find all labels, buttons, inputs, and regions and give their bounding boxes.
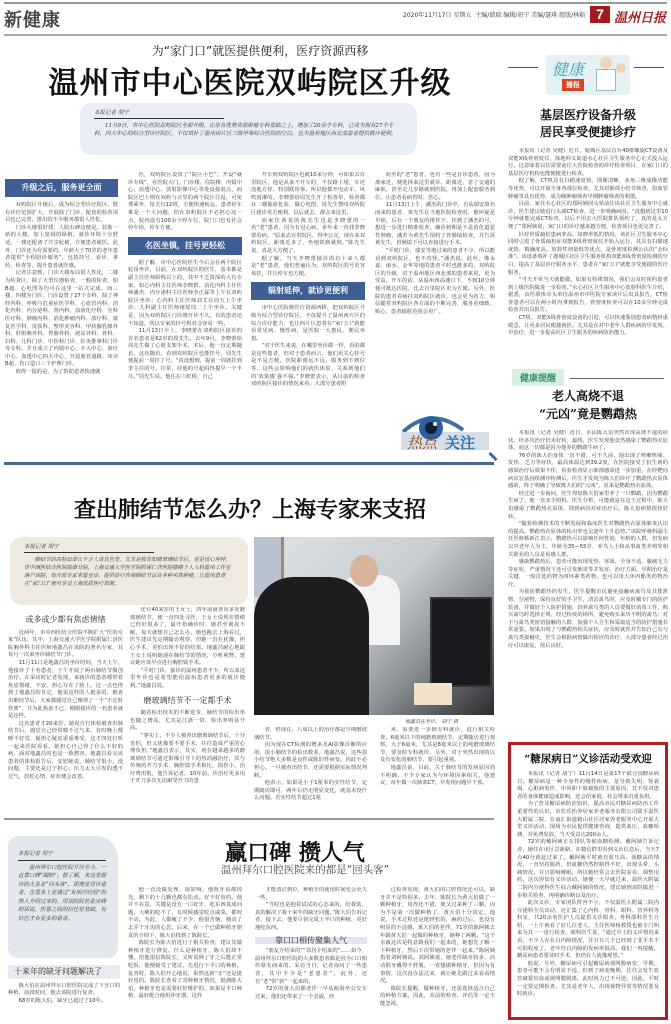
paragraph: 目前，家住水心社区的郑阿姨因头晕前往该社区卫生服务中心就诊，医生建议她进行头颈CT检查，进一步明确病因。“没想到这里10分钟就能完成CT检查，以后不用去大医院排队预约了，真的是太方便了”郑阿姨说，家门口的诊疗越来越方便，检查项目也更完善了。: [508, 201, 668, 230]
paragraph: 才能清洁到位，种植牙的使用时间也会更久一些。: [255, 887, 367, 901]
news3-headline: “糖尿病日”义诊活动受欢迎: [524, 753, 652, 765]
paragraph: CT机、双能X线骨密度设备的引进，可以快速鉴别患者病情轻重缓急，让更多居民便捷就医。尤其是在对中老年人群疾病的早发现、早治疗，进一步提高社区卫生服务的疾病防治能力。: [508, 315, 668, 337]
paragraph: 11月11日是地鑫昌的坐诊时间，当天上午，他接诊了十名患者，下午开展了两台肺结节微创治疗。在采访时记者发现，来就诊的患者都带着焦虑情绪，不安、担心写在了脸上。这一点也得到了地鑫昌的肯定，他说这样的人挺多的，被查出肺结节后，大家都感觉自己像得了一个“不定时炸弹”，并为此焦虑不已，刚刚接诊的一名患者就是这样。: [8, 659, 123, 720]
issue-editors: 主编/储瑞 编辑/胡宁 美编/瑟琪 组版/林豁: [475, 12, 586, 19]
lead-col-1: [5, 175, 118, 495]
paragraph: 开车到双屿院区也就10来分钟，可如果去百里院区，他是从来不开车的，不仅路上堵，车还没地方停，特别耽误事。所以他都开电动车，风吹雨淋的。李晓蕾给周先生开了检查单，检查都在二楼抽血化验、做心电图，周先生赞叹双屿院区就诊更方便利，以后就去、都会来这里。: [251, 172, 365, 216]
paragraph: 医，双屿院区设置了“院区小巴”，开设“就诊专线”，在医院大门、门诊楼、住院楼、内镜中心、血透中心、放射影像中心等处设接驳点，而院区巴士则在双屿与百里的两个院区往返，可免费乘坐，每天有12班，方便快速转运。患者停车难是一个大问题，但在双屿院区不必担心这一点，院内设有100余个停车位，院门口也有社会停车场，停车方便。: [128, 172, 242, 232]
paragraph: 为了普及糖尿病防治知识，提高市民对糖尿病防治工作重要性的认识，市松乐怡养居家养老服务有限公司联手温医大附属二院，在南汇街道鹤山社区居家养老服务中心开展大型义诊活动，现场为市民提供健康咨询，提供血压、血糖检测，并免费发放，当天受益达200余人。: [517, 801, 659, 838]
photo-doctor-head: [350, 555, 378, 587]
paragraph: 还有40来岁的王女士，四年前就查出多发磨玻璃结节，便一直四处寻医，王女士说现在情绪已经好很多了，最开始确诊时，她甚至彻夜不眠，每天就想自己怎么办。她也跑去上海看过，医生建议先定期随访观察，但她一直在犹豫，担心手术，更怕出现不好的结果。地鑫昌耐心地跟王女士说明她现在肺结节的情况，分析利弊，建议她应该早点进行胸腔镜手术。: [130, 607, 245, 667]
diabetes-day-box: [508, 742, 668, 1020]
subhead-famous-doctors: 名医坐镇，挂号更轻松: [128, 237, 242, 255]
paragraph: 陈院长为陈大伯进行了相关检查，建议其做种植牙进行修复。什么是种植牙，陈大伯却不懂，但他很信陈院长，又听说种了牙之后能正常吃饭，他便接受了建议，先进行下半口的种植。复查时，陈大伯开心地说，果然这新“牙”还是挺好用的。陈院长查看了其种植牙情况，挺满陈大伯，种植牙也是需要好好维护的，如果是半口种植，最好配合使用冲牙器，这样: [128, 940, 242, 1000]
dental-subhead-missing-teeth: 十来年的缺牙问题解决了: [8, 965, 120, 979]
dental-col-1: [8, 965, 120, 1024]
photo-caption: 地鑫昌在坐诊。 胡宁 摄: [405, 719, 459, 725]
banner-title: 健康: [552, 60, 585, 79]
news1-headline-line1: 基层医疗设备升级: [539, 108, 636, 122]
clinic-photo: [254, 537, 494, 715]
paragraph: 他表示，如果是小于1厘米的实性结节，定期随访即可，两年后仍无明显变化，就基本没什么问题。若实性结节超过1厘: [254, 780, 367, 802]
paragraph: 76岁的陈大伯身体一直不错，可不久前，他出现了咳嗽咳痰、发热、乏力等症状，最高体温达到39.2度，在医院接受了抗生素的感染治疗后效果不佳，检验检查显示肺部感染进一步加重，在经靶向病原宏基因组测序检测后，医生才发现为陈大伯诊疗了鹦鹉热衣原体感染，终于明确了导致陈大伯的“元凶”，原来是鹦鹉热衣原体。: [508, 452, 668, 490]
paragraph: “事实上，不少人被查出磨玻璃结节后，十分害怕，但又犹豫要不要手术，往往造成严重的心理负担。”地鑫昌表示，其实，现在越来越多的磨玻璃结节可通过影像引导下的热消融治疗，其与传统的开刀手术、胸腔镜手术相比，损伤小、治疗费用低，他告诉记者，10年前，诊治疗更多用于开刀多次无法耐受开刀的患: [130, 732, 245, 785]
paragraph: 双屿院区升级后，成为综合型诊疗院区，既有诊疗范围扩大，开展除了门诊，配套的检查项目也已完善，推出的不少服务都很人性化。: [5, 202, 118, 224]
news2-headline: [508, 387, 668, 423]
masthead-bottom-rule: [4, 34, 667, 36]
lead-col-4: [375, 172, 495, 400]
section-divider: [4, 462, 494, 465]
paragraph: 陈院长提醒，做种植牙，还需选择适合自己的种植方案。因此，术前的检查、评估等一定不能忽视。: [380, 985, 495, 1007]
lead-col-3: [251, 172, 365, 472]
page-number: 7: [590, 6, 610, 23]
news1-headline-line2: 居民享受便捷诊疗: [539, 125, 636, 139]
dental-subheadline: 温州拜尔口腔医院来的都是“回头客”: [220, 864, 390, 876]
paragraph: 经过进一步询问，医生得知陈大伯家里养了一只鹦鹉，因为鹦鹉生病了，他一直亲手照料。医生分析，可能就是在这个过程中，陈大伯感染了鹦鹉热衣原体，找到病因对症治疗后，陈大伯病情很快好转。: [508, 490, 668, 520]
lung-summary: 肺结节的高检出率让不少人谈其色变，尤其是被告知磨玻璃结节后，更是忧心忡忡。市中西医结合医院瑞康分院，上海交通大学医学院附属仁济医院肺癌个人入科温州工作室落户该院，每月派专家来温坐诊，提供诊疗咨询肺结节以及多种实体肿瘤，让温州患者在“家门口”就可享受上海优质医疗资源。: [24, 557, 231, 587]
health-tips-tag: 健康提醒: [512, 369, 564, 386]
lung-byline: 本报记者 胡宁: [24, 543, 154, 553]
lung-subhead-ggo: 磨玻璃结节不一定都手术: [143, 695, 232, 705]
subhead-upgrade: 升级之后，服务更全面: [5, 179, 118, 197]
paragraph: “平时门诊，接诊的温州患者不少，所以来这里坐诊也是希望能给温州患者更多的就诊便利。”地鑫昌说。: [130, 667, 245, 689]
news2-headline-line1: 老人高烧不退: [551, 389, 624, 403]
tips-rule: [570, 378, 664, 379]
dental-subhead-word-of-mouth: 靠口口相传聚集人气: [255, 937, 367, 945]
banner-rule-left: [508, 67, 538, 68]
paragraph: “当时也是抱着试试的心态来的，给我装，真的解决了我十来年的缺牙问题。”陈大伯告诉记者，接下去，他要尽快完成上半口的种植，更好地吃东西。: [255, 902, 367, 931]
paragraph: 而至的“老”患者，也有一些是首诊患者，因为离家近，便选择来这里就诊。距离近，省了交通的麻烦，甚至走几步路就到医院，再加上配套服务到位，让患者看病省时、省心。: [375, 172, 495, 201]
issue-date: 2020年11月17日 星期五: [403, 12, 472, 19]
dental-col-2: [128, 887, 242, 1024]
dental-col-3: [255, 887, 367, 1024]
dental-headline: 赢口碑 攒人气: [225, 840, 365, 866]
paragraph: 72岁的戴阿姨正在排队等候血糖检测。戴阿姨告诉记者，她住在市区景新路，在微信群里看到义诊信息后，当天7点40分就赶过来了。戴阿姨平时就有血压高、血糖高的情况，一直坚持服药，但血糖仍然控制得不好，出现头晕、头痛情况，并且影响睡眠，所以她经常会去医院看看，调整用药。这次得知有义诊活动，她便一大早就过来，温医大附属二院内分泌科医生综合戴阿姨的情况，建议她到该院做进一步相关检查，再明确诊断以及治疗。: [517, 839, 659, 899]
photo-monitor: [430, 597, 492, 687]
paragraph: 记者注意到，门诊大楼布局很人性化，二楼为检查区，除了大型仪器检查，一般的检查，如B超、心电图等均可在这里一站式完成。而三楼、四楼为门诊，门诊设置了27个专科，除了神经内科、呼吸与危重症医学科、心血管内科、消化内科、内分泌科、肾内科、血液化疗科、全科医疗科、肿瘤内科、消化肿瘤内科、放疗科、康复医学科、皮肤科、整形美容科、甲状腺乳腺外科、肝胆胰外科、胃肠外科、泌尿外科、骨科、妇科、儿科门诊、中医科门诊、针灸推拿科门诊等专科。并且成立了内镜中心、介入中心、放疗中心、血透中心四大中心，开设血管通路、床旁B超、伤口造口三个护理门诊。: [5, 270, 118, 368]
paragraph: 本报讯（记者 吴健）近日，鹿城区基层首台40排螺旋CT设备及双能X线骨密度仪，落地仰义街道水心社区卫生服务中心正式投入运行。这意味着以往需要前往大医院检查的诊疗检查项目，在家门口的基层医疗机构也能便捷进行检查。: [508, 148, 668, 177]
paragraph: 72岁的黄大伯都老伴一早从瓯海坐公交车过来，他们还带来了一个亲戚，经: [255, 986, 367, 1000]
dental-col-4: [380, 887, 495, 1024]
hot-logo-text-1: 热点: [407, 434, 438, 452]
paragraph: “对于医生来说，在哪里坐诊都一样，看的都是这些患者，但对于患者而言，他们更关心挂号是不是方便，医院距离远不远，服务到不到位等，这些会影响他们的就医体验，关系到他们的‘效果感’强不强。”李晓蕾表示，从目前的检查双屿院区接诊的情况来看，大部分患者附: [251, 343, 365, 388]
paragraph: 68岁的陈大伯，缺牙已超过了10年。: [18, 997, 107, 1004]
issue-meta: [403, 10, 585, 19]
masthead-top-rule: [4, 2, 667, 4]
paragraph: 而家住黄龙的陈先生也是李晓蕾的一名“老”患者，因为有冠心病，多年来一直找李晓蕾看病。“原来去百里院区，得坐公交，现在来双屿院区，距离近多了，坐地铁到就到。”陈先生说，真是大方便了。: [251, 217, 365, 254]
section-name: 新健康: [4, 10, 61, 31]
paragraph: 这名患者才20来岁，她说自打体检被查出肺结节后，感觉自己经常喘不过气来，有时晚上都睡不好觉，疑担心疑虑重重难受，这才四处打听一起来医院看看。她担心自己得了什么不好的病，面对地鑫昌时也是一脸愁容。地鑫昌看完该患者的体检报告后，安慰她说，肺结节很小，没问题，主要还是过于担心、压力太大引发的透不过气，放松心情，症状便会改善。: [8, 720, 123, 780]
paragraph: 值得一提的是，为了帮助患者快速就: [15, 369, 101, 376]
photo-box: [414, 683, 452, 705]
paragraph: 门诊大楼很好找，人院石碑边便是。装饰一新的大楼，加上宽阔的绿植，就诊环境十分舒适，一楼还配备了共享轮椅，方便患者就医。此外，门诊还为有需要的、年龄大于70岁的老年患者提供“全程陪诊服务”，包括挂号、看诊、拿药、检查等，提升患者就医感。: [5, 224, 118, 269]
paragraph: “平时门诊，瑞安等地过来的患者不少，所以能看到双屿院区，也不奇怪。”潘杰说，此外，像永嘉、丽水、金华等地的患者平时也挺多的，双屿院区的升级，对于温州地区西北部的患者来说，更为受益，开车的话，从温州西高速口下，不到10分钟便可抵达医院，比去百里院区更为方便。另外，医院的患者看病挂双屿院区就诊，也会更为省力，相信随着双屿院区各方面的不断完善，服务更细致、贴心，患者辐射范围会更广。: [375, 247, 495, 315]
paragraph: 地鑫昌说，目前，关于肺结节的发病原因尚不明确，不少专家认为与环境因素相关。他建议，每年做一次肺部CT，早发现问题早干预。: [380, 764, 495, 787]
paragraph: 他一直没做处理，很影响，他既牙齿都掉光，剩下的十几颗也都有松动。好不好看的，他并不在意，关键是没有一口好牙，吃东西真成问题，大硬的吃不了，有时候感觉吃点咸菜，都咬不动。为此，人都瘦了不少，他很苦恼，便动了去弄个牙齿的心思。后来，在一个已做种植牙朋友的介绍下，陈大伯找到了陈院长。: [128, 887, 242, 939]
news3-body: [517, 771, 659, 1015]
lung-col-2: [130, 607, 245, 815]
lung-col-3: [254, 727, 367, 815]
paragraph: 感染鹦鹉热后，患者可能出现发热、寒战、全身不适、腹痛无力等症状，严重情况下还可引发肺炎等并发症。治疗方面，早期治疗是关键，一般首选药物为四环素类药物，也可以用大环内酯类药物治疗。: [508, 559, 668, 588]
news2-headline-line2: “元凶”竟是鹦鹉热: [539, 407, 637, 421]
dental-byline: 本报记者 胡宁: [18, 850, 106, 861]
news1-headline: [508, 107, 668, 141]
lead-headline: 温州市中心医院双屿院区升级: [48, 66, 452, 101]
paragraph: 本报讯（记者 胡宁）11月14日是第17个联合国糖尿病日。糖尿病是一种全身性的慢性疾病，是导致失明、肾衰竭、心脏病发作、中风和下肢截肢的主要原因，其不仅对患者的身体健康造成影响，还会给家庭、社会带来沉重负担。: [517, 771, 659, 800]
paragraph: “当天开单当天就能做，如果有特殊情况，我们会及时预约患者到上级医院做进一步检查。”水心社区卫生服务中心放射科医生介绍，据悉，由医联体牵头单位温州市中医院专家读片后出具报告，CT检查患者可以在两小时内拿到报告，骨密度检查可以在10余分钟完成检查并出具报告。: [508, 277, 668, 314]
paragraph: 11月13日早上，李晓蕾在双屿院区接诊的首名患者是62岁的周先生。去年9月，李晓蕾给周先生做了心脏支架手术，术后，他一直定期随访。这次随访，看到双屿院区也能挂号，周先生便提前一周挂了号。“真没想到，提前一周就挂到李主任的号。往常，挂他的号起码得提早一个半月。”周先生说。他住在六虹桥，自己: [128, 328, 242, 380]
paragraph: 他说，另外，糖尿病可引起糖尿病视网膜病变，早期，患者可能不会有明显不适，但到了病变晚期，往往会发生血管破裂出血或视网膜脱离，此时视力已不可逆。因此，平时一定要定期检查，尤其是老年人，出现视物异常等情况要及时就诊。: [517, 960, 659, 998]
paragraph: 因为现在CT检测的增多及AI影像诊断的应用，很小肺结节的检出数多。地鑫昌说，这些很小结节绝大多数是良性或陈旧性病变，因此不必担心。一旦被查出结节，还需要根据实际情况判断。: [254, 742, 367, 779]
paragraph: 11月13日上午，潘杰的门诊中，有从瑞安慕名而来的患者，黄先生在当地医院检查时，被怀疑是早癌，后在一个朋友的推荐下，挂到了潘杰的号，想进一步进行精准检查。确诊初期是不是消化道恶性肿瘤，潘杰为黄先生预约了胃肠镜检查，并告诉黄先生，胃肠镜下可以直接进行手术。: [375, 202, 495, 247]
banner-rule-right: [634, 67, 664, 68]
paragraph: 近两年，市中西医结合医院不断扩大“医的专家”队伍，其中，上海交通大学医学院附属仁济医院胸外科主任医师地鑫昌在该院的著名专家，其每月一次来坐诊肺结节门诊。: [8, 629, 123, 659]
news2-body: [508, 430, 668, 735]
lead-byline: 本报记者 胡宁: [94, 109, 224, 119]
paragraph: 随着检出技术的不断进步，肺结节的检出率也随之增高，尤其是江浙一带，检出率明显升高。: [130, 710, 245, 732]
paragraph: 米，需要进一步到专科就诊，进行相关检查。6毫米以下的纯磨玻璃结节，定期随访进行观察。大于6毫米，尤其是8毫米以上的纯磨玻璃结节，要及时专科就诊。另外，对于突然出现的以及有变化的肺结节，要引起重视。: [380, 727, 495, 764]
paragraph: 针对骨质疏松患病率高、知晓率低的情况，该社区卫生服务中心同时引进了骨质疏松症双能X线骨密度仪开始入运行，其具有扫描速度快、精确度高、放射性剂量低等优点，是骨密度检测公认的“金标准”。该设备填补了鹿城区社区卫生服务机构双能X线骨密度检测的空白，提高了基层诊疗服务水平，患者在“家门口”就能享受便捷的医疗服务。: [508, 231, 668, 276]
paragraph: 者，但现在，八成以上的治疗都是早期磨玻璃结节。: [254, 727, 367, 741]
hot-logo-text-2: 关注: [445, 434, 476, 452]
lung-col-4: [380, 727, 495, 815]
doctor-avatar-icon: [600, 57, 612, 69]
lead-col-2: [128, 172, 242, 495]
paragraph: 据了解，市中心医院医生今后会在两个院区轮岗坐诊，目前，在双屿院区的医生，基本都是副主任医师职称以上的，其中不乏资深的大有专家。如心内科主任医师李晓群、消化内科主任医师潘杰、内分泌科主任医师李正霖等上午在双屿院区坐诊；心内科主任医师刘艾在周五上午坐诊；儿科副主任医师褚瑶周二上午坐诊。关键是，因为双屿院区门诊刚开诊不久，有的患者还不知道，所以专家的挂号相对会容易一些。: [128, 259, 242, 327]
section-divider: [4, 818, 494, 820]
banner-subtitle: 播报: [562, 79, 584, 91]
paragraph: 据了解，当天李晓蕾接诊的有十来人都是“老”患者，他们普遍认为，双屿院区的号更容易挂，并且停车也方便。: [251, 255, 365, 277]
lung-col-1: [8, 610, 123, 815]
paragraph: 此次义诊，专家团队阵容不小，不仅温医大附属二院内分泌科全员出动，还汇集了心内科、骨科、眼科、营养科等科室，共20余名医护人员提供义诊服务。骨科邵科医生介绍，一上午就看了好几位老人，主任医师杨教授也被专门叫来为其一一进行检查。眼科医生说，“通过早上的义诊情况来看，不少人存在白内障情况，并且有几个已经到了非手术不可的程度了。老年性白内障的发病率很高，我们一再提醒，糖尿病患者要及时手术，但仍有人犹豫观望。”: [517, 900, 659, 960]
paragraph: “随着检测技术的不断发展和临床医生对鹦鹉热衣原体肺炎认识的提高，鹦鹉热衣原体的检出率也呈逐年上升趋势。”该院呼吸科副主任医师蔡新江表示，鹦鹉热可以影响任何性别、年龄的人群，但发病以中老年人为主，年龄为35—55岁，养鸟人士和从事禽类养殖等相关职业的人员是易感人群。: [508, 521, 668, 558]
hot-focus-logo: [393, 410, 493, 458]
paragraph: 为预防鹦鹉热的发生，医生提醒市民避免接触病禽鸟及其排泄物、分泌物，保持良好的手卫生，清洁禽鸟时，应及时戴专门的防护装备，并做好个人防护措施，饲养禽鸟类的人员要做好消毒工作，购买禽鸟时选择正规、经过检疫的场所，避免购买来历不明的禽鸟；对于与禽鸟类密切接触的人群，加强个人卫生和采取适当的防护措施非常重要。如果出现了与鹦鹉热相关症状，应及时就医并告知自己有与禽鸟类接触史，医生会根据病情做出相应的诊疗，大部分患者经过治疗可以康复，预后良好。: [508, 589, 668, 649]
paragraph: 据了解，CT机具有扫描速度快、图像清晰、多角三维成像功能等优势，可以开展全身各部位检查，尤其对肺部小结节筛查，如血管肿瘤等具有优势，成为肺肿瘤筛查早期肿瘤筛查的利器。: [508, 178, 668, 200]
lead-summary: 11月9日，市中心医院双屿院区全面升级，在原有优势资源肿瘤专科基础之上，增加了20余个专科，已成为拥有27个专科、四大中心的综合型诊疗院区。不仅填补了温州西片区三级甲等综合医院的空白，也为温州地区西北部患者提供就诊便利。: [94, 123, 397, 137]
paragraph: 本报讯（记者 吴健）近日，市民陈大伯突然出现高烧不退的症状，经多次治疗仍未好转，最终，医生发现他竟然感染了鹦鹉热衣原体，而这一切都是因为他养的鹦鹉生病了。: [508, 430, 668, 452]
paragraph: 陈大伯在温州拜尔口腔医院完成了下牙口的种植，前段时间，他去该院进行复查。: [8, 982, 120, 997]
lung-summary-box: [10, 537, 248, 605]
health-broadcast-banner: [508, 55, 664, 105]
lung-headline: 查出肺结节怎么办？上海专家来支招: [73, 497, 426, 523]
nurse-avatar-icon: [616, 63, 626, 73]
lead-kicker: 为“家门口”就医提供便利，医疗资源西移: [151, 44, 369, 58]
photo-patient: [254, 577, 369, 715]
paragraph: “朋友介绍来的”“邻居介绍来的”……如今，温州拜尔口腔医院的大多数患者都是因为口口相传慕名而来的。采访当日，记者询问了一些患者，其中不少是“老患者”，此外，还有“老”带“新”一起来的。: [255, 948, 367, 985]
lung-subhead-anxiety: 或多或少都有焦虑情绪: [25, 615, 106, 624]
dental-summary-box: [8, 836, 118, 958]
doctor-coat-icon: [596, 69, 616, 91]
paragraph: 市中心医院将医疗资源西移，把双屿院区升级为综合型诊疗院区，不仅提升了温州西片区的综合诊疗能力，也让西片区患者在“家门口”就能看常见病、慢性病，是医院一大惠民、便民举措。: [251, 305, 365, 342]
paragraph: 过检查发现，黄大伯的口腔情况还可以，缺牙并不是特别多。去年，陈院长为黄大伯做了一颗种植牙，用得还不错，便又过来种了三颗。因为不是第一次做种植了，黄大伯十分淡定。他说，手术过程还是挺轻松的，麻药过后，也没有明显的不适感。黄大伯的老伴，71岁的陈阿姨去年跟黄大伯一起做的种植牙，她种了两颗。“这个亲戚这次是特意跟我们一起来的，她想先了解一下种植牙，然后下次带她的老伴一起来。”陈阿姨指着刘阿姨说。刘阿姨说，她老伴缺牙较多，活动假牙戴得不舒服，一直想做种植牙，但因为有事情，这次没办法过来，就让她先跟过来看看情况。: [380, 887, 495, 985]
paper-logo: 温州日报: [614, 11, 667, 26]
subhead-radiation: 辐射延伸，就诊更便利: [251, 282, 365, 300]
lead-summary-box: [80, 103, 417, 155]
dental-summary: 温州拜尔口腔医院开诊至今，一直靠口碑“圈粉”。据了解，来这里就诊的大多是“回头客”，即使是首诊患者，也基本上是通过“有治疗经验”的熟人介绍过来的。用该院院长张冰峰的话说，医患之间的信任是基础，有信任才有更多的患者。: [18, 864, 107, 922]
